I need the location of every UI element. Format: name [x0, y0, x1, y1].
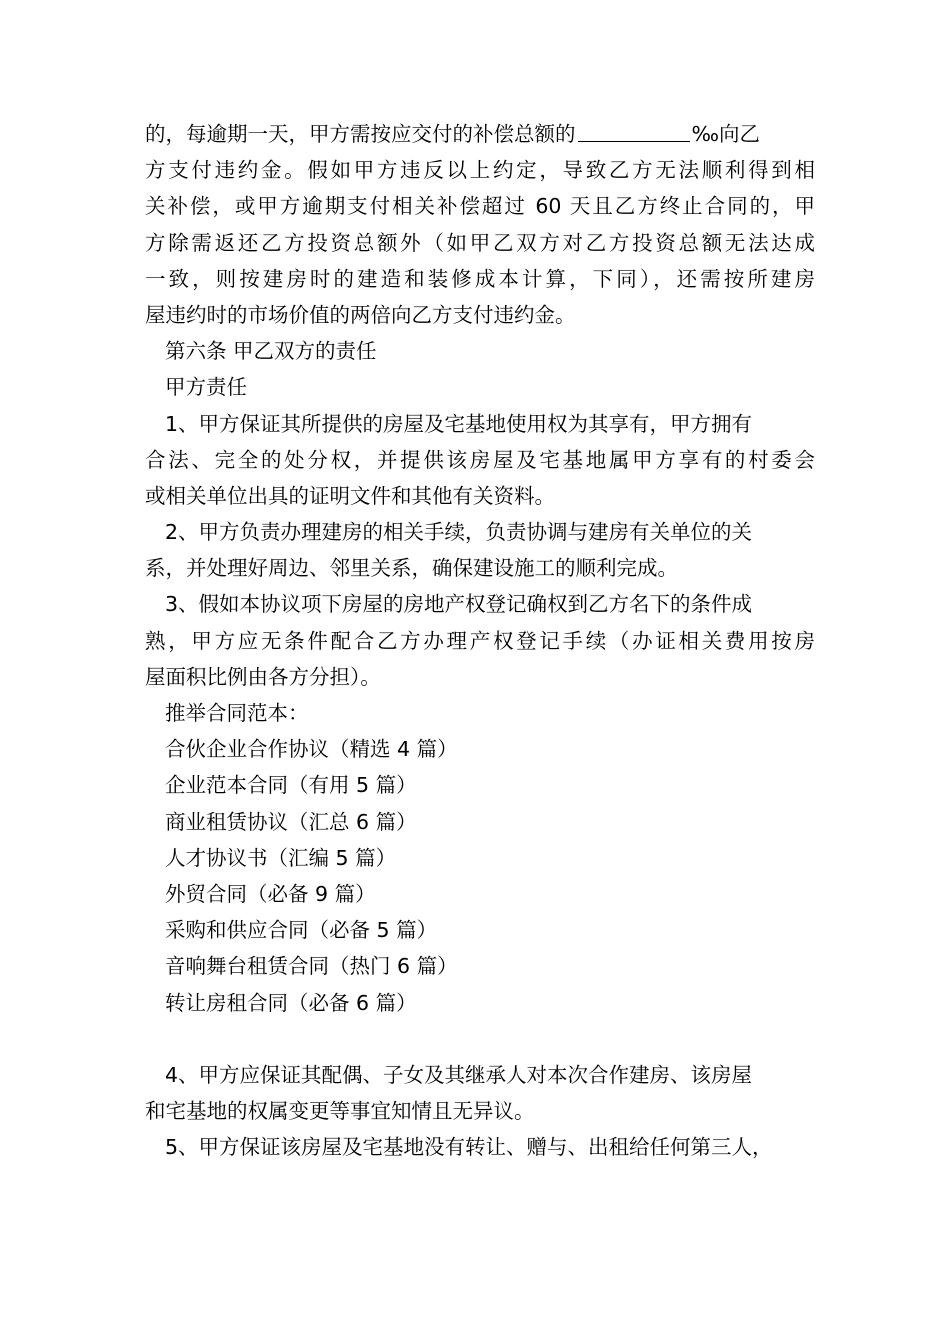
text-line: 屋面积比例由各方分担）。: [145, 664, 381, 689]
text-line: 熟，甲方应无条件配合乙方办理产权登记手续（办证相关费用按房: [145, 628, 815, 653]
text-fragment: ‰向乙: [691, 122, 761, 146]
recommend-link[interactable]: 人才协议书（汇编 5 篇）: [165, 845, 397, 870]
text-line: 3、假如本协议项下房屋的房地产权登记确权到乙方名下的条件成: [165, 592, 753, 617]
clause-4: [145, 1057, 815, 1129]
recommend-link[interactable]: 转让房租合同（必备 6 篇）: [165, 990, 417, 1015]
section-heading: 甲方责任: [165, 375, 247, 400]
clause-1: [145, 406, 815, 515]
recommend-link[interactable]: 外贸合同（必备 9 篇）: [165, 881, 376, 906]
text-line: 和宅基地的权属变更等事宜知情且无异议。: [145, 1099, 535, 1124]
text-fragment: 的，每逾期一天，甲方需按应交付的补偿总额的: [145, 122, 576, 146]
recommend-list: [145, 731, 815, 1021]
text-line: 屋违约时的市场价值的两倍向乙方支付违约金。: [145, 302, 576, 327]
blank-line: [145, 1021, 815, 1057]
blank-fill-field: [578, 121, 690, 142]
text-line: 系，并处理好周边、邻里关系，确保建设施工的顺利完成。: [145, 556, 678, 581]
text-line: 方支付违约金。假如甲方违反以上约定，导致乙方无法顺利得到相: [145, 158, 815, 183]
text-line: 一致，则按建房时的建造和装修成本计算，下同），还需按所建房: [145, 266, 815, 291]
text-line: 5、甲方保证该房屋及宅基地没有转让、赠与、出租给任何第三人，: [165, 1135, 773, 1160]
recommend-link[interactable]: 企业范本合同（有用 5 篇）: [165, 773, 417, 798]
recommend-link[interactable]: 合伙企业合作协议（精选 4 篇）: [165, 737, 458, 762]
text-line: 方除需返还乙方投资总额外（如甲乙双方对乙方投资总额无法达成: [145, 230, 815, 255]
penalty-paragraph: [145, 116, 815, 333]
clause-3: [145, 586, 815, 695]
recommend-link[interactable]: 商业租赁协议（汇总 6 篇）: [165, 809, 417, 834]
document-body: [145, 116, 815, 1165]
clause-2: [145, 514, 815, 586]
recommend-link[interactable]: 音响舞台租赁合同（热门 6 篇）: [165, 954, 458, 979]
recommend-heading: 推举合同范本：: [165, 701, 309, 725]
clause-5: [145, 1129, 815, 1165]
text-line: 4、甲方应保证其配偶、子女及其继承人对本次合作建房、该房屋: [165, 1062, 753, 1087]
text-line: 关补偿，或甲方逾期支付相关补偿超过 60 天且乙方终止合同的，甲: [145, 194, 815, 219]
article-heading: 第六条 甲乙双方的责任: [165, 339, 377, 364]
text-line: 合法、完全的处分权，并提供该房屋及宅基地属甲方享有的村委会: [145, 447, 815, 472]
text-line: [145, 116, 815, 152]
recommend-link[interactable]: 采购和供应合同（必备 5 篇）: [165, 918, 438, 943]
text-line: 1、甲方保证其所提供的房屋及宅基地使用权为其享有，甲方拥有: [165, 411, 753, 436]
text-line: 2、甲方负责办理建房的相关手续，负责协调与建房有关单位的关: [165, 520, 753, 545]
text-line: 或相关单位出具的证明文件和其他有关资料。: [145, 483, 555, 508]
